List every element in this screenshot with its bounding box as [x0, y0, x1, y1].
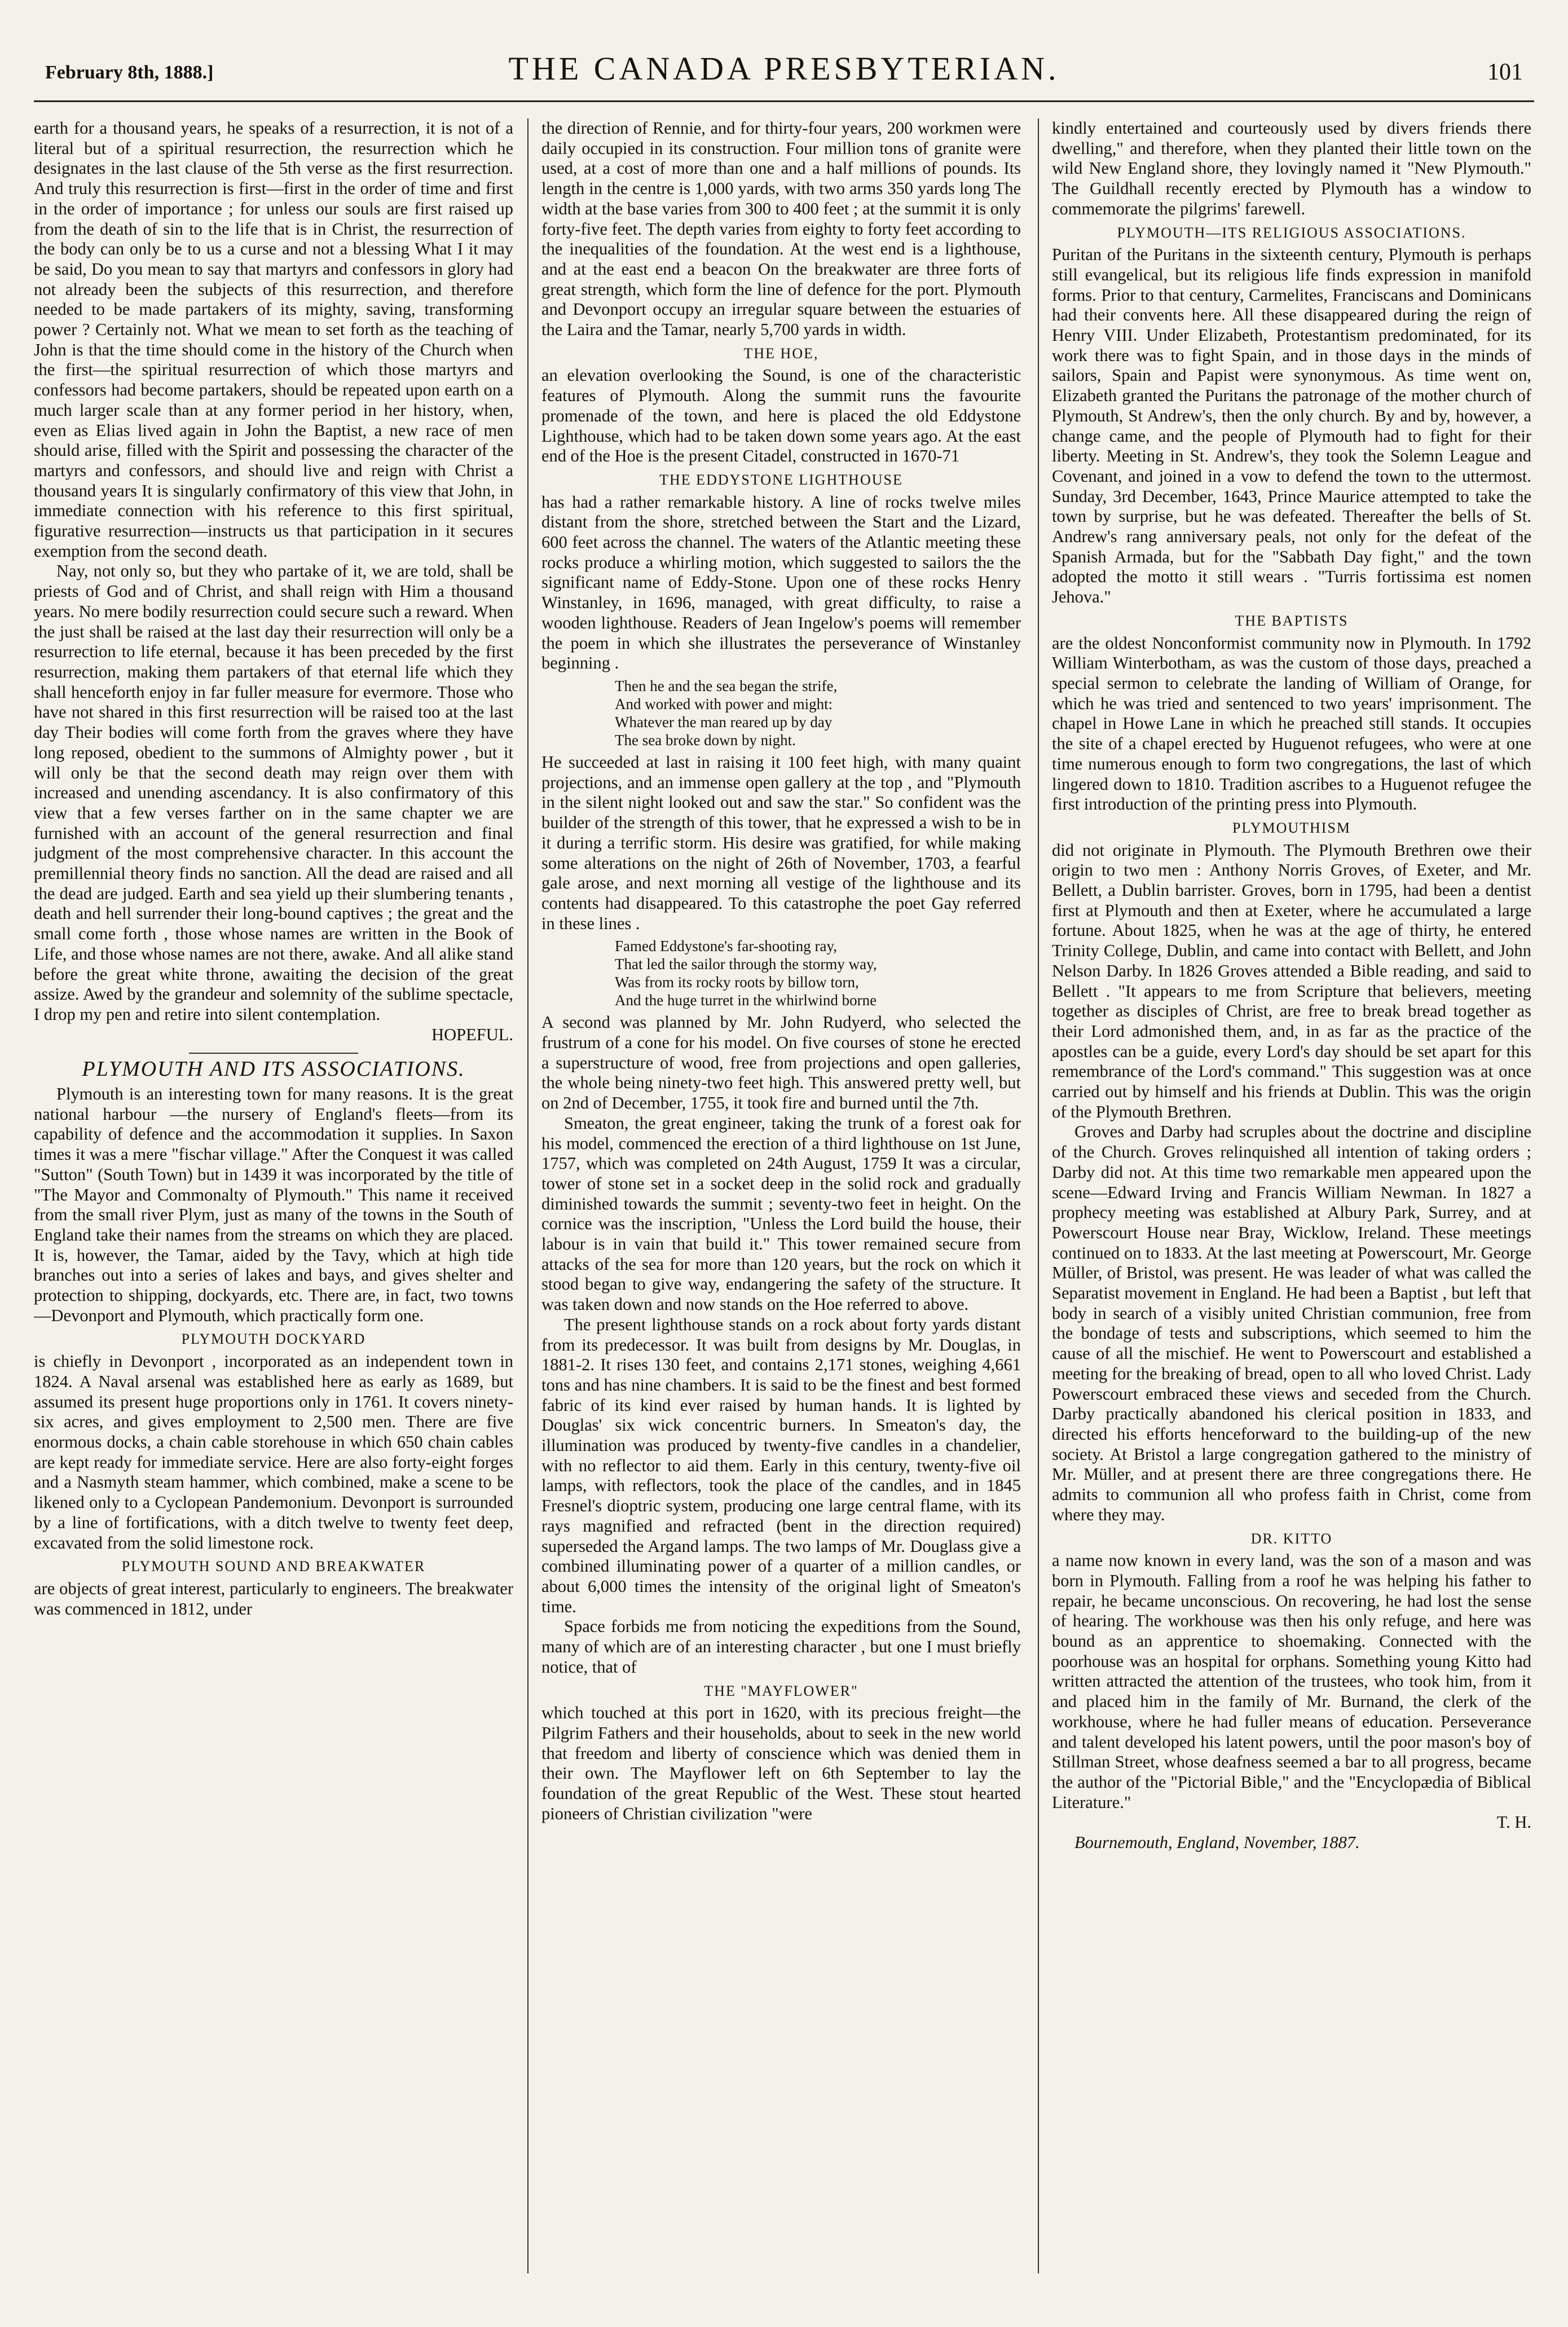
column-2 [541, 118, 1021, 2285]
signature: HOPEFUL. [431, 1024, 513, 1044]
paragraph: A second was planned by Mr. John Rudyerd, who selected the frustrum of a cone for his model. On five courses of stone he erected a superstructure of wood, free from projections and open galleries, the whole being ninety-two feet high. This answered pretty well, but on 2nd of December, 1755, it took fire and burned until the 7th. [541, 1013, 1021, 1113]
issue-date: February 8th, 1888.] [45, 62, 214, 83]
section-heading: THE "MAYFLOWER" [704, 1682, 858, 1699]
paragraph: a name now known in every land, was the son of a mason and was born in Plymouth. Falling from a roof he was helping his father to repair, he became unconscious. On recovering, he had lost the sense of hearing. The workhouse was then his only refuge, and here was bound as an apprentice to shoemaking. Connected with the poorhouse was an hospital for orphans. Something young Kitto had written attracted the attention of the trustees, who took him, from it and placed him in the family of Mr. Burnand, the clerk of the workhouse, where he had fuller means of education. Perseverance and talent developed his latent powers, until the poor mason's boy of Stillman Street, whose deafness seemed a bar to all progress, became the author of the "Pictorial Bible," and the "Encyclopædia of Biblical Literature." [1052, 1551, 1531, 1812]
signature: T. H. [1496, 1813, 1531, 1832]
section-heading: THE EDDYSTONE LIGHTHOUSE [659, 471, 903, 488]
column-divider [1038, 118, 1039, 2273]
section-heading: PLYMOUTH—ITS RELIGIOUS ASSOCIATIONS. [1117, 224, 1466, 241]
paragraph: Space forbids me from noticing the expeditions from the Sound, many of which are of an interesting character , but one I must briefly notice, that of [541, 1617, 1021, 1677]
column-3 [1052, 118, 1531, 2285]
paragraph: an elevation overlooking the Sound, is one of the characteristic features of Plymouth. Along the summit runs the favourite promenade of the town, and here is placed the old Eddystone Lighthouse, which had to be taken down some years ago. At the east end of the Hoe is the present Citadel, constructed in 1670-71 [541, 366, 1021, 466]
paragraph: are the oldest Nonconformist community now in Plymouth. In 1792 William Winterbotham, as was the custom of those days, preached a special sermon to celebrate the landing of William of Orange, for which he was tried and sentenced to two years' imprisonment. The chapel in Howe Lane in which he preached still stands. It occupies the site of a chapel erected by Huguenot refugees, who were at one time numerous enough to form two congregations, the last of which lingered down to 1810. Tradition ascribes to a Huguenot refugee the first introduction of the printing press into Plymouth. [1052, 633, 1531, 814]
paragraph: Groves and Darby had scruples about the doctrine and discipline of the Church. Groves relinquished all intention of taking orders ; Darby did not. At this time two remarkable men appeared upon the scene—Edward Irving and Francis William Newman. In 1827 a prophecy meeting was established at Albury Park, Surrey, and at Powerscourt House near Bray, Wicklow, Ireland. These meetings continued on to 1833. At the last meeting at Powerscourt, Mr. George Müller, of Bristol, was present. He was leader of what was called the Separatist movement in England. He had been a Baptist , but left that body in search of a visibly united Christian communion, free from the bondage of tests and subscriptions, which seemed to him the cause of all the mischief. He went to Powerscourt and established a meeting for the breaking of bread, open to all who loved Christ. Lady Powerscourt embraced these views and seceded from the Church. Darby practically abandoned his clerical position in 1833, and directed his efforts henceforward to the building-up of the new society. At Bristol a large congregation gathered to the ministry of Mr. Müller, and at present there are three congregations there. He admits to communion all who profess faith in Christ, come from where they may. [1052, 1122, 1531, 1524]
header-rule [34, 100, 1534, 102]
page-header [34, 39, 1534, 90]
poem-line: The sea broke down by night. [615, 731, 796, 749]
poem-quote [615, 937, 1021, 1009]
article-divider [189, 1053, 358, 1054]
poem-line: And worked with power and might: [615, 695, 833, 712]
paragraph: are objects of great interest, particularly to engineers. The breakwater was commenced in 1812, under [34, 1578, 513, 1618]
article-title: PLYMOUTH AND ITS ASSOCIATIONS. [82, 1057, 465, 1081]
column-divider [527, 118, 528, 2273]
poem-line: Then he and the sea began the strife, [615, 677, 838, 694]
paragraph: Nay, not only so, but they who partake of it, we are told, shall be priests of God and of Christ, and shall reign with Him a thousand years. No mere bodily resurrection could secure such a reward. When the just shall be raised at the last day their resurrection will only be a resurrection to life eternal, because it has been preceded by the first resurrection, making them partakers of that eternal life which they shall henceforth enjoy in far fuller measure for evermore. Those who have not shared in this first resurrection will be raised too at the last day Their bodies will come forth from the graves where they have long reposed, obedient to the summons of Almighty power , but it will only be that the second death may reign over them with increased and unending ascendancy. It is also confirmatory of this view that a few verses farther on in the same chapter we are furnished with an account of the general resurrection and final judgment of the most comprehensive character. In this account the premillennial theory finds no sanction. All the dead are raised and all the dead are judged. Earth and sea yield up their slumbering tenants , death and hell surrender their long-bound captives ; the great and the small come forth , those whose names are written in the Book of Life, and those whose names are not there, awake. And all alike stand before the great white throne, awaiting the decision of the great assize. Awed by the grandeur and solemnity of the sublime spectacle, I drop my pen and retire into silent contemplation. [34, 561, 513, 1024]
paragraph: has had a rather remarkable history. A line of rocks twelve miles distant from the shore, stretched between the Start and the Lizard, 600 feet across the channel. The waters of the Atlantic meeting these rocks produce a whirling motion, which suggested to sailors the the significant name of Eddy-Stone. Upon one of these rocks Henry Winstanley, in 1696, managed, with great difficulty, to raise a wooden lighthouse. Readers of Jean Ingelow's poems will remember the poem in which she illustrates the perseverance of Winstanley beginning . [541, 492, 1021, 673]
paragraph: did not originate in Plymouth. The Plymouth Brethren owe their origin to two men : Anthony Norris Groves, of Exeter, and Mr. Bellett, a Dublin barrister. Groves, born in 1795, had been a dentist first at Plymouth and then at Exeter, where he accumulated a large fortune. About 1825, when he was at the age of thirty, he entered Trinity College, Dublin, and came into contact with Bellett, and John Nelson Darby. In 1826 Groves attended a Bible reading, and said to Bellett . "It appears to me from Scripture that believers, meeting together as disciples of Christ, are free to break bread together as their Lord admonished them, and, in as far as the practice of the apostles can be a guide, every Lord's day should be set apart for this remembrance of the Lord's command." This suggestion was at once carried out by himself and his friends at Dublin. This was the origin of the Plymouth Brethren. [1052, 840, 1531, 1121]
masthead-title: THE CANADA PRESBYTERIAN. [508, 50, 1060, 87]
paragraph: He succeeded at last in raising it 100 feet high, with many quaint projections, and an immense open gallery at the top , and "Plymouth in the silent night looked out and saw the star." So confident was the builder of the strength of this tower, that he expressed a wish to be in it during a terrific storm. His desire was gratified, for while making some alterations on the night of 26th of November, 1703, a fearful gale arose, and next morning all vestige of the lighthouse and its contents had disappeared. To this catastrophe the poet Gay referred in these lines . [541, 752, 1021, 933]
section-heading: THE HOE, [743, 345, 819, 362]
poem-quote [615, 677, 1021, 749]
paragraph: kindly entertained and courteously used by divers friends there dwelling," and therefore, when they planted their little town on the wild New England shore, they lovingly named it "New Plymouth." The Guildhall recently erected by Plymouth has a window to commemorate the pilgrims' farewell. [1052, 118, 1531, 218]
poem-line: That led the sailor through the stormy way, [615, 956, 877, 973]
paragraph: The present lighthouse stands on a rock about forty yards distant from its predecessor. It was built from designs by Mr. Douglas, in 1881-2. It rises 130 feet, and contains 2,171 stones, weighing 4,661 tons and has nine chambers. It is said to be the finest and best formed fabric of its kind ever raised by human hands. It is lighted by Douglas' six wick concentric burners. In Smeaton's day, the illumination was produced by twenty-five candles in a chandelier, with no reflector to aid them. Early in this century, twenty-five oil lamps, with reflectors, took the place of the candles, and in 1845 Fresnel's dioptric system, producing one large central flame, with its rays magnified and refracted (bent in the direction required) superseded the Argand lamps. The two lamps of Mr. Douglass give a combined illuminating power of a quarter of a million candles, or about 6,000 times the intensity of the original light of Smeaton's time. [541, 1314, 1021, 1616]
page-number: 101 [1487, 59, 1523, 85]
section-heading: THE BAPTISTS [1235, 612, 1349, 629]
paragraph: which touched at this port in 1620, with its precious freight—the Pilgrim Fathers and their households, about to seek in the new world that freedom and liberty of conscience which was denied them in their own. The Mayflower left on 6th September to lay the foundation of the great Republic of the West. These stout hearted pioneers of Christian civilization "were [541, 1703, 1021, 1823]
poem-line: Was from its rocky roots by billow torn, [615, 974, 859, 991]
section-heading: PLYMOUTHISM [1232, 819, 1351, 836]
section-heading: DR. KITTO [1250, 1530, 1333, 1547]
poem-line: Whatever the man reared up by day [615, 713, 833, 731]
column-1 [34, 118, 513, 2285]
paragraph: earth for a thousand years, he speaks of a resurrection, it is not of a literal but of a spiritual resurrection, the resurrection which he designates in the last clause of the 5th verse as the first resurrection. And truly this resurrection is first—first in the order of time and first in the order of importance ; for unless our souls are first raised up from the death of sin to the life that is in Christ, the resurrection of the body can only be to us a curse and not a blessing What I it may be said, Do you mean to say that martyrs and confessors in glory had not already been the subjects of this resurrection, and therefore needed to be made partakers of its mighty, saving, transforming power ? Certainly not. What we mean to set forth as the teaching of John is that the time should come in the history of the Church when the first—the spiritual resurrection of which those martyrs and confessors had become partakers, should be repeated upon earth on a much larger scale than at any former period in her history, when, even as Elias lived again in John the Baptist, a new race of men should arise, filled with the Spirit and possessing the character of the martyrs and confessors, and should live and reign with Christ a thousand years It is singularly confirmatory of this view that John, in immediate connection with his reference to this first spiritual, figurative resurrection—instructs us that participation in it secures exemption from the second death. [34, 118, 513, 561]
paragraph: Plymouth is an interesting town for many reasons. It is the great national harbour —the nursery of England's fleets—from its capability of defence and the accommodation it supplies. In Saxon times it was a mere "fischar village." After the Conquest it was called "Sutton" (South Town) but in 1439 it was incorporated by the title of "The Mayor and Commonalty of Plymouth." This name it received from the small river Plym, just as many of the towns in the South of England take their names from the streams on which they are placed. It is, however, the Tamar, aided by the Tavy, which at high tide branches out into a series of lakes and bays, and gives shelter and protection to shipping, dockyards, etc. There are, in fact, two towns—Devonport and Plymouth, which practically form one. [34, 1084, 513, 1325]
poem-line: And the huge turret in the whirlwind borne [615, 992, 877, 1009]
paragraph: Puritan of the Puritans in the sixteenth century, Plymouth is perhaps still evangelical, but its religious life finds expression in manifold forms. Prior to that century, Carmelites, Franciscans and Dominicans had their convents here. All these disappeared during the reign of Henry VIII. Under Elizabeth, Protestantism predominated, for its work there was to fight Spain, and in those days in the minds of sailors, Spain and Papist were synonymous. As time went on, Elizabeth granted the Puritans the patronage of the mother church of Plymouth, St Andrew's, then the only church. By and by, however, a change came, and the people of Plymouth had to fight for their liberty. Meeting in St. Andrew's, they took the Solemn League and Covenant, and joined in a vow to defend the town to the uttermost. Sunday, 3rd December, 1643, Prince Maurice attempted to take the town by surprise, but he was defeated. Thereafter the bells of St. Andrew's rang anniversary peals, not only for the defeat of the Spanish Armada, but for the "Sabbath Day fight," and the town adopted the motto it still wears . "Turris fortissima est nomen Jehova." [1052, 245, 1531, 607]
newspaper-page [34, 39, 1534, 2296]
byline: Bournemouth, England, November, 1887. [1074, 1833, 1360, 1853]
section-heading: PLYMOUTH DOCKYARD [181, 1331, 366, 1348]
poem-line: Famed Eddystone's far-shooting ray, [615, 938, 837, 955]
paragraph: the direction of Rennie, and for thirty-four years, 200 workmen were daily occupied in its construction. Four million tons of granite were used, at a cost of more than one and a half millions of pounds. Its length in the centre is 1,000 yards, with two arms 350 yards long The width at the base varies from 300 to 400 feet ; at the summit it is only forty-five feet. The depth varies from eighty to forty feet according to the inequalities of the foundation. At the west end is a lighthouse, and at the east end a beacon On the breakwater are three forts of great strength, which form the line of defence for the port. Plymouth and Devonport occupy an irregular square between the estuaries of the Laira and the Tamar, nearly 5,700 yards in width. [541, 118, 1021, 340]
paragraph: is chiefly in Devonport , incorporated as an independent town in 1824. A Naval arsenal was established here as early as 1689, but assumed its present huge proportions only in 1761. It covers ninety-six acres, and gives employment to 2,500 men. There are five enormous docks, a chain cable storehouse in which 650 chain cables are kept ready for immediate service. Here are also forty-eight forges and a Nasmyth steam hammer, which combined, make a scene to be likened only to a Cyclopean Pandemonium. Devonport is surrounded by a line of fortifications, with a ditch twelve to twenty feet deep, excavated from the solid limestone rock. [34, 1352, 513, 1552]
section-heading: PLYMOUTH SOUND AND BREAKWATER [121, 1558, 426, 1575]
paragraph: Smeaton, the great engineer, taking the trunk of a forest oak for his model, commenced the erection of a third lighthouse on 1st June, 1757, which was completed on 24th August, 1759 It was a circular, tower of stone set in a socket deep in the solid rock and gradually diminished towards the summit ; seventy-two feet in height. On the cornice was the inscription, "Unless the Lord build the house, their labour is in vain that build it." This tower remained secure from attacks of the sea for more than 120 years, but the rock on which it stood began to give way, endangering the safety of the structure. It was taken down and now stands on the Hoe referred to above. [541, 1113, 1021, 1314]
